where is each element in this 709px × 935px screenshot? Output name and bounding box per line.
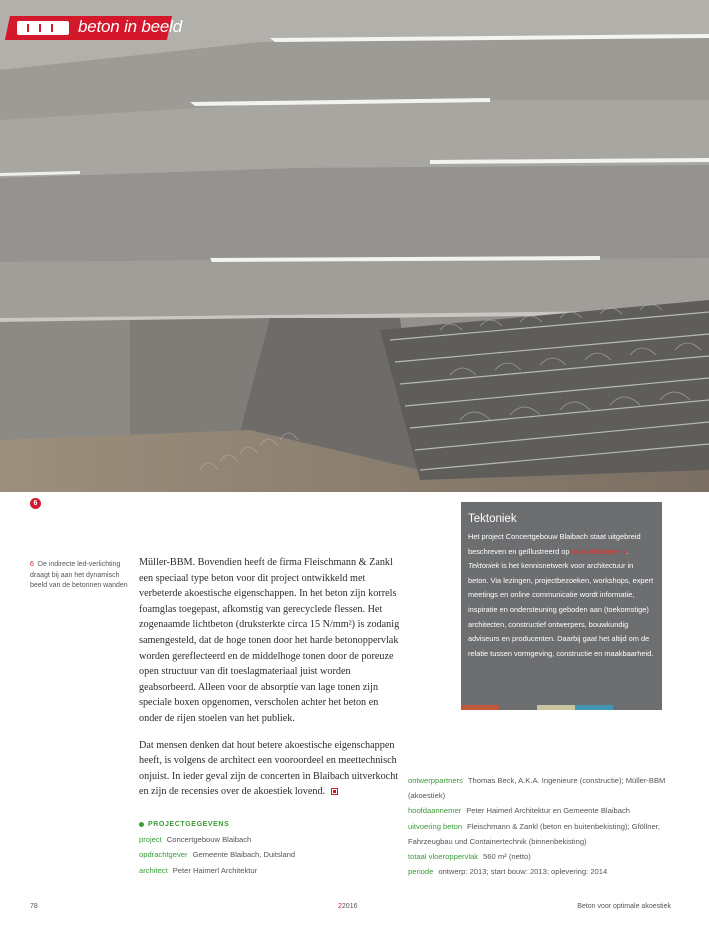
color-bar-segment xyxy=(499,705,537,710)
end-of-article-icon xyxy=(331,788,338,795)
color-bar-segment xyxy=(461,705,499,710)
project-row: hoofdaannemer Peter Haimerl Architektur en Gemeente Blaibach xyxy=(408,806,630,816)
sidebar-title: Tektoniek xyxy=(468,513,517,525)
page-number: 78 xyxy=(30,903,38,910)
tektoniek-sidebar xyxy=(461,502,662,710)
project-row: architect Peter Haimerl Architektur xyxy=(139,865,258,875)
project-details xyxy=(139,817,409,878)
article-title-footer: Beton voor optimale akoestiek xyxy=(577,903,671,910)
bullet-icon xyxy=(139,822,144,827)
cement-logo xyxy=(17,21,69,35)
photo-caption xyxy=(30,560,130,592)
project-row: project Concertgebouw Blaibach xyxy=(139,835,252,845)
paragraph: Dat mensen denken dat hout betere akoestische eigenschappen heeft, is volgens de architect een vooroordeel en meettechnisch onjuist. In ieder geval zijn de concerten in Blaibach uitverkocht en zijn de recensies over de akoestiek lovend. xyxy=(139,739,399,798)
section-label: beton in beeld xyxy=(78,17,183,36)
article-body xyxy=(139,555,401,811)
caption-number: 6 xyxy=(30,561,34,568)
tektoniek-link[interactable]: www.tektoniek.nl xyxy=(571,546,627,556)
project-details-title: PROJECTGEGEVENS xyxy=(139,817,409,832)
project-row: periode ontwerp: 2013; start bouw: 2013; oplevering: 2014 xyxy=(408,867,608,877)
color-bar-segment xyxy=(575,705,613,710)
project-row: opdrachtgever Gemeente Blaibach, Duitsland xyxy=(139,850,296,860)
project-row: uitvoering beton Fleischmann & Zankl (beton en buitenbekisting); Gföllner, Fahrzeugbau und Containertechnik (binnenbekisting) xyxy=(408,821,660,846)
project-row: ontwerppartners Thomas Beck, A.K.A. Ingenieure (constructie); Müller-BBM (akoestiek) xyxy=(408,776,666,801)
sidebar-text: Het project Concertgebouw Blaibach staat uitgebreid beschreven en geïllustreerd op www.tektoniek.nl. Tektoniek is het kennisnetwerk voor architectuur in beton. Via lezingen, projectbezoeken, workshops, expert meetings en online communicatie wordt informatie, inspiratie en ondersteuning geboden aan (toekomstige) architecten, constructief ontwerpers, bouwkundig adviseurs en producenten. Daarbij gaat het altijd om de relatie tussen vormgeving, constructie en maakbaarheid. xyxy=(468,532,654,658)
issue-number: 22016 xyxy=(338,903,358,910)
paragraph: Müller-BBM. Bovendien heeft de firma Fleischmann & Zankl een speciaal type beton voor dit project ontwikkeld met verbeterde akoestische eigenschappen. In het beton zijn korrels foamglas toegepast, afkomstig van gerecyclede flessen. Het zogenaamde lichtbeton (druksterkte circa 15 N/mm²) is zodanig samengesteld, dat de hoge tonen door het harde betonoppervlak worden gereflecteerd en de middelhoge tonen door de poreuze open structuur van dit toeslagmateriaal juist worden geabsorbeerd. Alleen voor de absorptie van lage tonen zijn speciale boxen opgenomen, verscholen achter het beton en onder de rijen stoelen van het publiek. xyxy=(139,557,400,724)
project-details-continued xyxy=(408,773,678,879)
color-bar-segment xyxy=(537,705,575,710)
figure-number: 6 xyxy=(30,498,41,509)
project-row: totaal vloeroppervlak 560 m² (netto) xyxy=(408,852,531,862)
caption-text: De indirecte led-verlichting draagt bij aan het dynamisch beeld van de betonnen wanden xyxy=(30,561,128,589)
